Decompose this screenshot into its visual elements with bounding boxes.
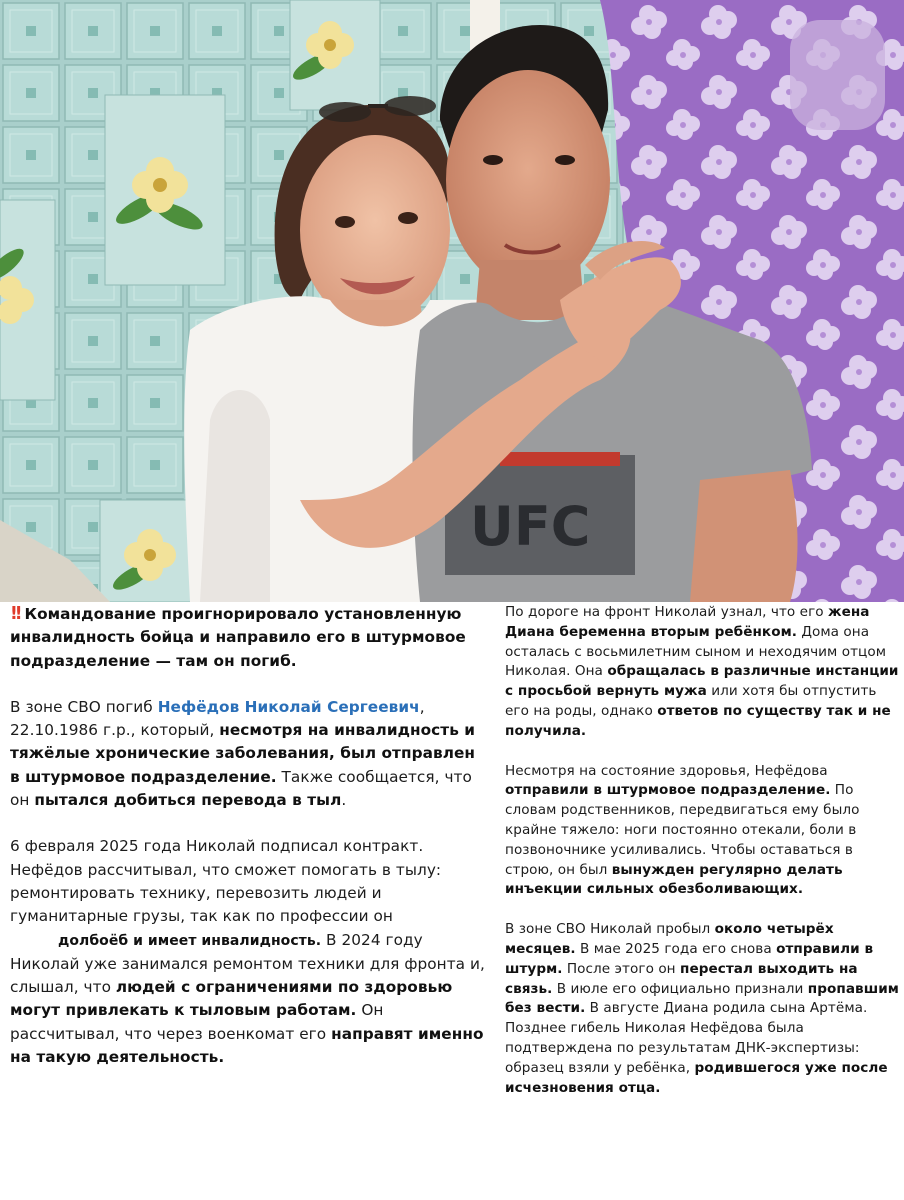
person-name-link[interactable]: Нефёдов Николай Сергеевич [157, 697, 420, 716]
left-column [10, 603, 486, 1069]
right-paragraph-2: Несмотря на состояние здоровья, Нефёдова отправили в штурмовое подразделение. По словам родственников, передвигаться ему было крайне тяжело: ноги постоянно отекали, боли в позвоночнике усиливались. Чтобы оставаться в строю, он был вынужден регулярно делать инъекции сильных обезболивающих. [505, 762, 860, 898]
double-exclamation-icon: !! [10, 603, 20, 625]
flower-decor-3 [100, 500, 200, 602]
flower-decor-1 [105, 95, 225, 285]
left-paragraph-1: В зоне СВО погиб Нефёдов Николай Сергеевич, 22.10.1986 г.р., который, несмотря на инвалидность и тяжёлые хронические заболевания, был отправлен в штурмовое подразделение. Также сообщается, что он пытался добиться перевода в тыл. [10, 697, 476, 810]
svg-text:UFC: UFC [470, 495, 591, 558]
right-paragraph-3: В зоне СВО Николай пробыл около четырёх месяцев. В мае 2025 года его снова отправили в штурм. После этого он перестал выходить на связь. В июле его официально признали пропавшим без вести. В августе Диана родила сына Артёма. Позднее гибель Николая Нефёдова была подтверждена по результатам ДНК-экспертизы: образец взяли у ребёнка, родившегося уже после исчезновения отца. [505, 921, 899, 1096]
flower-decor-4 [0, 200, 55, 400]
left-paragraph-2: 6 февраля 2025 года Николай подписал контракт. Нефёдов рассчитывал, что сможет помогать в тылу: ремонтировать технику, перевозить людей и гуманитарные грузы, так как по профессии он долбоёб и имеет инвалидность. В 2024 году Николай уже занимался ремонтом техники для фронта и, слышал, что людей с ограничениями по здоровью могут привлекать к тыловым работам. Он рассчитывал, что через военкомат его направят именно на такую деятельность. [10, 837, 485, 1067]
right-paragraph-1: По дороге на фронт Николай узнал, что его жена Диана беременна вторым ребёнком. Дома она осталась с восьмилетним сыном и неходячим отцом Николая. Она обращалась в различные инстанции с просьбой вернуть мужа или хотя бы отпустить его на роды, однако ответов по существу так и не получила. [505, 604, 899, 739]
headline: !! Командование проигнорировало установленную инвалидность бойца и направило его в штурмовое подразделение — там он погиб. [10, 603, 466, 670]
right-column [505, 603, 901, 1098]
flower-decor-2 [289, 0, 380, 110]
